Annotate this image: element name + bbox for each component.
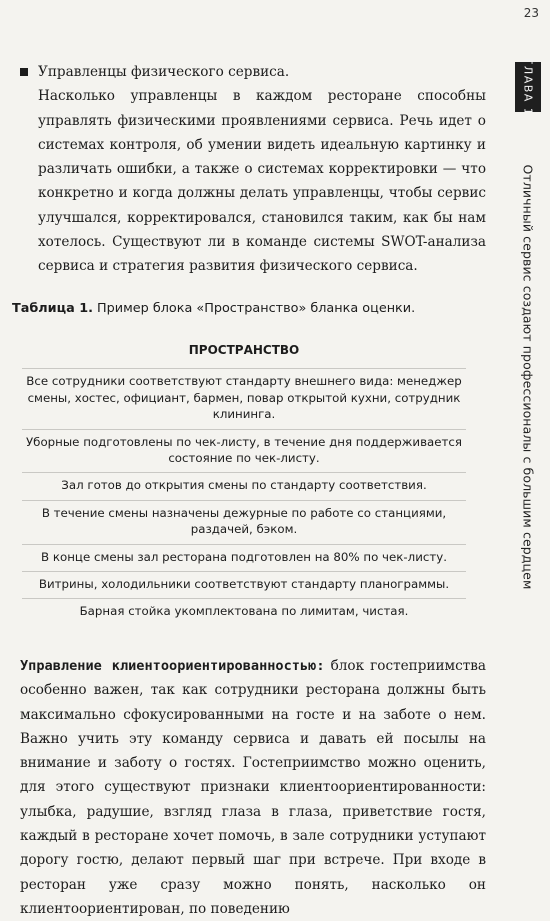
table-row: Витрины, холодильники соответствуют стандарту планограммы. bbox=[22, 572, 466, 599]
chapter-tab bbox=[515, 57, 541, 117]
square-bullet-icon bbox=[20, 68, 28, 76]
table-caption-label: Таблица 1. bbox=[12, 301, 93, 316]
running-title bbox=[515, 122, 541, 632]
table-row: В конце смены зал ресторана подготовлен на 80% по чек-листу. bbox=[22, 545, 466, 572]
table-row: В течение смены назначены дежурные по работе со станциями, раздачей, бэком. bbox=[22, 501, 466, 545]
table-row: Уборные подготовлены по чек-листу, в течение дня поддерживается состояние по чек-листу. bbox=[22, 430, 466, 474]
table-row: Зал готов до открытия смены по стандарту соответствия. bbox=[22, 473, 466, 500]
bullet-heading-text: Управленцы физического сервиса. bbox=[38, 64, 290, 80]
bullet-heading bbox=[20, 60, 486, 84]
page-number: 23 bbox=[523, 6, 539, 20]
table-row: Барная стойка укомплектована по лимитам, чистая. bbox=[79, 604, 409, 619]
table-row: Все сотрудники соответствуют стандарту внешнего вида: менеджер смены, хостес, официант, бармен, повар открытой кухни, сотрудник клининга. bbox=[22, 369, 466, 429]
body-paragraph: блок гостеприимства особенно важен, так как сотрудники ресторана должны быть максимально сфокусированными на госте и на заботе о нем. Важно учить эту команду сервиса и давать ей посылы на внимание и заботу о гостях. Гостеприимство можно оценить, для этого существуют признаки клиентоориентированности: улыбка, радушие, взгляд глаза в глаза, приветствие гостя, каждый в ресторане хочет помочь, в зале сотрудники уступают дорогу гостю, делают первый шаг при встрече. При входе в ресторан уже сразу можно понять, насколько он клиентоориентирован, по поведению bbox=[20, 658, 486, 917]
chapter-tab-label: ГЛАВА 1 bbox=[521, 57, 535, 117]
section-customer-orientation bbox=[20, 654, 486, 921]
table-caption-text: Пример блока «Пространство» бланка оценки. bbox=[92, 301, 416, 316]
section-physical-service-managers bbox=[20, 60, 486, 279]
running-title-text: Отличный сервис создают профессионалы с большим сердцем bbox=[520, 164, 536, 590]
table-caption bbox=[12, 301, 415, 316]
table-header: ПРОСТРАНСТВО bbox=[22, 335, 466, 369]
assessment-table bbox=[22, 335, 466, 626]
body-paragraph: Насколько управленцы в каждом ресторане способны управлять физическими проявлениями сервиса. Речь идет о системах контроля, об умении видеть идеальную картинку и различать ошибки, а также о системах корректировки — что конкретно и когда должны делать управленцы, чтобы сервис улучшался, корректировался, становился таким, как бы нам хотелось. Существуют ли в команде системы SWOT-анализа сервиса и стратегия развития физического сервиса. bbox=[38, 88, 486, 275]
bold-lead-text: Управление клиентоориентированностью: bbox=[20, 658, 325, 674]
